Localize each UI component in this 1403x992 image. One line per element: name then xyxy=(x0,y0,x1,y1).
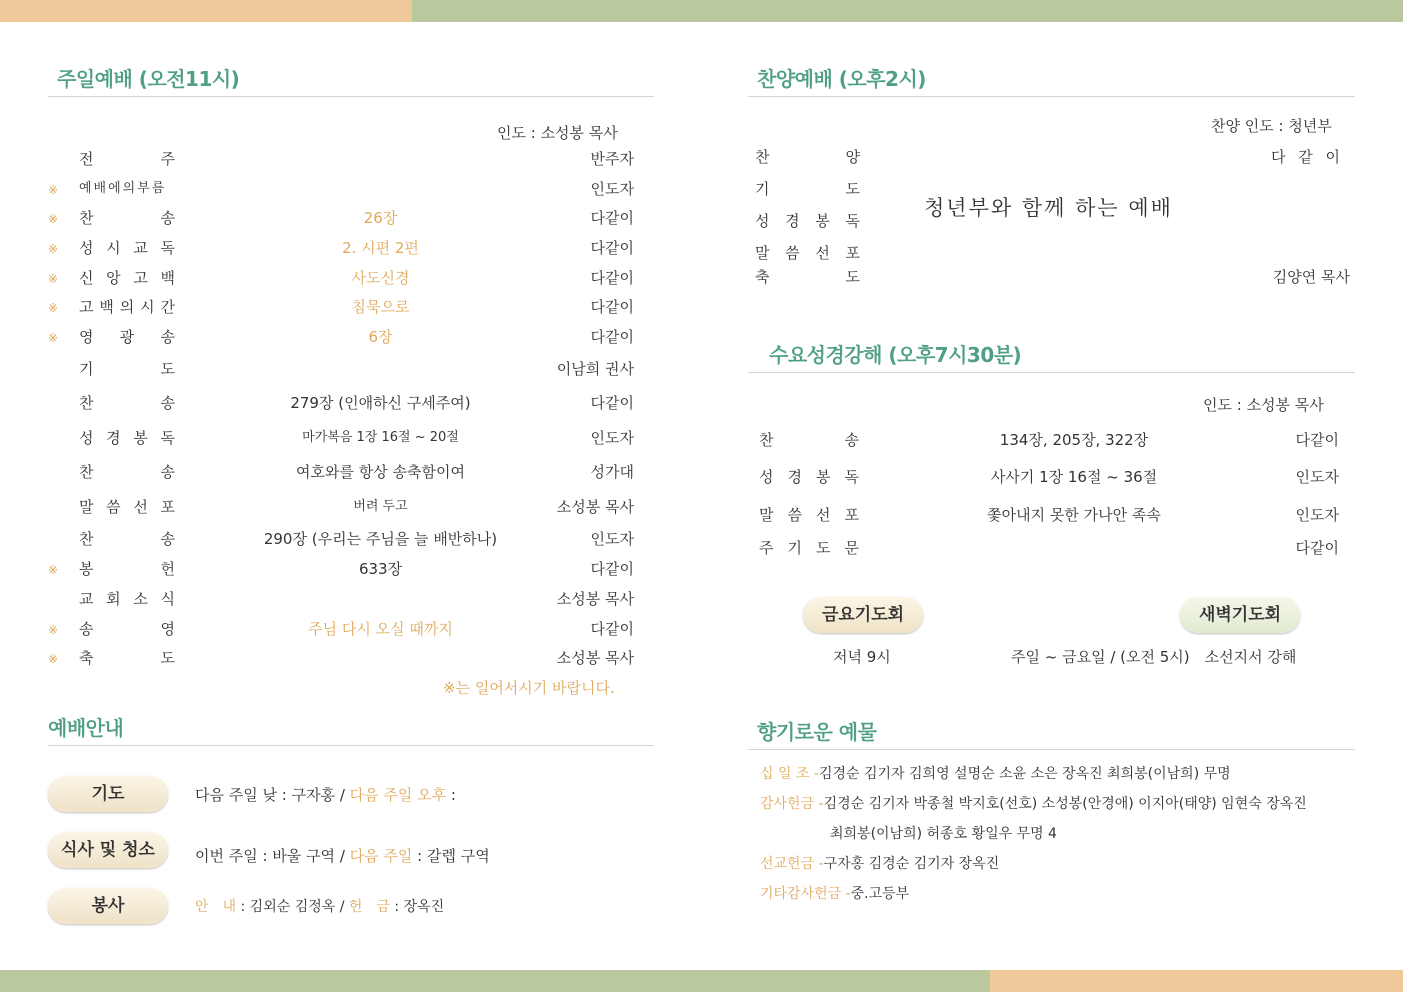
sunday-row xyxy=(48,356,648,382)
guide-text-part: : 장옥진 xyxy=(389,899,445,915)
sunday-row xyxy=(48,526,648,552)
name-char: 송 xyxy=(160,328,175,346)
stand-mark: ※ xyxy=(48,623,59,637)
guide-text-part: : xyxy=(446,786,456,804)
order-item-content: 2. 시편 2편 xyxy=(342,239,419,257)
order-item-person: 다같이 xyxy=(590,328,634,346)
guide-badge: 봉사 xyxy=(48,888,168,924)
name-char: 송 xyxy=(160,530,175,548)
offering-label: 기타감사헌금 - xyxy=(760,886,851,902)
name-char: 독 xyxy=(844,468,859,486)
name-char: 독 xyxy=(160,429,175,447)
order-item-person: 김양연 목사 xyxy=(1272,268,1350,286)
stand-mark: ※ xyxy=(48,212,59,226)
name-char: 찬 xyxy=(79,394,94,412)
order-item-person: 인도자 xyxy=(590,429,634,447)
wednesday-row xyxy=(759,502,1339,528)
name-char: 포 xyxy=(845,244,860,262)
order-item-name xyxy=(755,264,860,290)
name-char: 회 xyxy=(106,590,121,608)
name-char: 시 xyxy=(140,298,155,316)
order-item-content: 버려 두고 xyxy=(353,499,408,514)
stand-mark: ※ xyxy=(48,242,59,256)
order-item-name xyxy=(79,494,175,520)
guide-text-part: 안 내 xyxy=(195,899,237,915)
friday-prayer-time: 저녁 9시 xyxy=(833,648,891,666)
offering-row xyxy=(830,823,1057,843)
offering-label: 감사헌금 - xyxy=(760,796,824,812)
name-char: 포 xyxy=(160,498,175,516)
order-item-name xyxy=(759,535,859,561)
sunday-row xyxy=(48,146,648,172)
name-char: 독 xyxy=(845,212,860,230)
order-item-name xyxy=(79,205,175,231)
guide-text xyxy=(195,896,444,916)
sunday-row xyxy=(48,459,648,485)
order-item-person: 인도자 xyxy=(1295,468,1339,486)
order-item-content: 침묵으로 xyxy=(351,298,410,316)
sunday-leader: 인도 : 소성봉 목사 xyxy=(497,124,618,142)
offering-names: 구자홍 김경순 김기자 장옥진 xyxy=(823,856,1000,872)
name-char: 도 xyxy=(816,539,831,557)
name-char: 송 xyxy=(160,394,175,412)
offering-names: 중.고등부 xyxy=(850,886,910,902)
order-item-name xyxy=(759,427,859,453)
name-char: 영 xyxy=(160,620,175,638)
name-char: 경 xyxy=(106,429,121,447)
name-char: 헌 xyxy=(160,560,175,578)
order-item-name xyxy=(79,526,175,552)
friday-prayer-badge: 금요기도회 xyxy=(803,597,923,633)
wednesday-row xyxy=(759,535,1339,561)
name-char: 교 xyxy=(79,590,94,608)
name-char: 주 xyxy=(759,539,774,557)
wednesday-leader: 인도 : 소성봉 목사 xyxy=(1203,396,1324,414)
guide-text-part: 헌 금 xyxy=(348,899,390,915)
praise-row xyxy=(755,144,1350,170)
guide-text-part: 다음 주일 낮 : 구자홍 / xyxy=(195,786,350,804)
order-item-content: 633장 xyxy=(358,560,403,578)
guide-text xyxy=(195,845,490,866)
name-char: 문 xyxy=(844,539,859,557)
name-char: 찬 xyxy=(79,209,94,227)
name-char: 포 xyxy=(844,506,859,524)
offering-rule xyxy=(748,749,1355,750)
offering-row xyxy=(760,883,909,903)
name-char: 말 xyxy=(755,244,770,262)
order-item-name xyxy=(755,144,860,170)
name-char: 의 xyxy=(119,298,135,316)
order-item-person: 다같이 xyxy=(590,620,634,638)
name-char: 백 xyxy=(99,298,114,316)
name-char: 소 xyxy=(133,590,148,608)
name-char: 교 xyxy=(133,239,148,257)
praise-row xyxy=(755,240,1350,266)
name-char: 백 xyxy=(160,269,175,287)
name-char: 말 xyxy=(759,506,774,524)
guide-badge: 기도 xyxy=(48,776,168,812)
name-char: 경 xyxy=(787,468,802,486)
order-item-person: 소성봉 목사 xyxy=(556,498,634,516)
sunday-row xyxy=(48,645,648,671)
sunday-row xyxy=(48,494,648,520)
name-char: 도 xyxy=(845,268,860,286)
name-char: 간 xyxy=(160,298,175,316)
name-char: 성 xyxy=(755,212,770,230)
bottom-bar-orange xyxy=(990,970,1403,992)
order-item-name xyxy=(755,176,860,202)
sunday-row xyxy=(48,294,648,320)
sunday-row xyxy=(48,390,648,416)
order-item-name xyxy=(79,390,175,416)
name-char: 기 xyxy=(787,539,802,557)
name-char: 찬 xyxy=(79,530,94,548)
name-char: 송 xyxy=(844,431,859,449)
wednesday-row xyxy=(759,464,1339,490)
order-item-content: 여호와를 항상 송축함이여 xyxy=(296,463,465,481)
name-char: 시 xyxy=(106,239,121,257)
offering-title: 향기로운 예물 xyxy=(757,720,877,744)
order-item-content: 마가복음 1장 16절 ~ 20절 xyxy=(302,430,459,445)
order-item-name xyxy=(79,294,175,320)
guide-text-part: 이번 주일 : 바울 구역 / xyxy=(195,847,350,865)
name-char: 봉 xyxy=(133,429,148,447)
name-char: 찬 xyxy=(759,431,774,449)
order-item-person: 이남희 권사 xyxy=(556,360,634,378)
name-char: 선 xyxy=(816,506,831,524)
name-char: 기 xyxy=(755,180,770,198)
name-char: 씀 xyxy=(106,498,121,516)
order-item-name xyxy=(79,425,175,451)
order-item-person: 다같이 xyxy=(590,394,634,412)
top-bar-orange xyxy=(0,0,412,22)
sunday-row xyxy=(48,616,648,642)
stand-mark: ※ xyxy=(48,331,59,345)
name-char: 씀 xyxy=(787,506,802,524)
dawn-prayer-time: 주일 ~ 금요일 / (오전 5시) 소선지서 강해 xyxy=(1011,648,1297,666)
sunday-row xyxy=(48,265,648,291)
name-char: 봉 xyxy=(815,212,830,230)
name-char: 도 xyxy=(160,649,175,667)
sunday-row xyxy=(48,586,648,612)
order-item-name xyxy=(759,502,859,528)
guide-text-part: 다음 주일 xyxy=(349,847,413,865)
name-char: 씀 xyxy=(785,244,800,262)
praise-title: 찬양예배 (오후2시) xyxy=(757,67,926,91)
offering-label: 선교헌금 - xyxy=(760,856,824,872)
order-item-person: 인도자 xyxy=(590,530,634,548)
name-char: 봉 xyxy=(79,560,94,578)
name-char: 축 xyxy=(79,649,94,667)
order-item-name xyxy=(79,235,175,261)
order-item-name xyxy=(79,586,175,612)
name-char: 식 xyxy=(160,590,175,608)
name-char: 고 xyxy=(133,269,148,287)
sunday-row xyxy=(48,235,648,261)
guide-text xyxy=(195,784,456,805)
order-item-name xyxy=(79,265,175,291)
wednesday-rule xyxy=(748,372,1355,373)
order-item-person: 인도자 xyxy=(590,180,634,198)
wednesday-row xyxy=(759,427,1339,453)
stand-mark: ※ xyxy=(48,563,59,577)
order-item-name xyxy=(755,208,860,234)
offering-names: 김경순 김기자 박종철 박지호(선호) 소성봉(안경애) 이지아(태양) 임현숙 장옥진 xyxy=(823,796,1307,812)
name-char: 찬 xyxy=(755,148,770,166)
dawn-prayer-badge: 새벽기도회 xyxy=(1180,597,1300,633)
name-char: 기 xyxy=(79,360,94,378)
offering-row xyxy=(760,763,1231,783)
name-char: 송 xyxy=(160,209,175,227)
order-item-name xyxy=(759,464,859,490)
stand-mark: ※ xyxy=(48,183,59,197)
order-item-person: 소성봉 목사 xyxy=(556,590,634,608)
order-item-name xyxy=(79,356,175,382)
order-item-person: 인도자 xyxy=(1295,506,1339,524)
order-item-person: 성가대 xyxy=(590,463,634,481)
name-char: 양 xyxy=(845,148,860,166)
name-char: 선 xyxy=(133,498,148,516)
order-item-content: 290장 (우리는 주님을 늘 배반하나) xyxy=(263,530,498,548)
name-char: 송 xyxy=(79,620,94,638)
name-char: 신 xyxy=(79,269,94,287)
stand-note: ※는 일어서시기 바랍니다. xyxy=(443,679,615,697)
sunday-row xyxy=(48,425,648,451)
name-char: 예배에의부름 xyxy=(79,181,167,196)
guide-text-part: : 갈렙 구역 xyxy=(412,847,490,865)
name-char: 성 xyxy=(759,468,774,486)
sunday-row xyxy=(48,205,648,231)
order-item-content: 134장, 205장, 322장 xyxy=(999,431,1149,449)
order-item-content: 26장 xyxy=(363,209,398,227)
stand-mark: ※ xyxy=(48,652,59,666)
order-item-person: 반주자 xyxy=(590,150,634,168)
name-char: 경 xyxy=(785,212,800,230)
name-char: 선 xyxy=(815,244,830,262)
name-char: 성 xyxy=(79,429,94,447)
offering-row xyxy=(760,793,1307,813)
order-item-person: 다같이 xyxy=(590,239,634,257)
offering-names: 최희봉(이남희) 허종호 황일우 무명 4 xyxy=(830,826,1057,842)
guide-text-part: : 김외순 김정옥 / xyxy=(236,899,349,915)
name-char: 광 xyxy=(119,328,135,346)
order-item-name xyxy=(79,556,175,582)
order-item-content: 사사기 1장 16절 ~ 36절 xyxy=(990,468,1158,486)
name-char: 말 xyxy=(79,498,94,516)
order-item-content: 279장 (인애하신 구세주여) xyxy=(290,394,471,412)
offering-label: 십 일 조 - xyxy=(760,766,819,782)
stand-mark: ※ xyxy=(48,301,59,315)
name-char: 영 xyxy=(79,328,94,346)
order-item-name xyxy=(79,176,175,202)
offering-row xyxy=(760,853,999,873)
top-bar-green xyxy=(412,0,1403,22)
order-item-person: 다같이 xyxy=(1295,431,1339,449)
offering-names: 김경순 김기자 김희영 설명순 소윤 소은 장옥진 최희봉(이남희) 무명 xyxy=(818,766,1231,782)
praise-row xyxy=(755,264,1350,290)
wednesday-title: 수요성경강해 (오후7시30분) xyxy=(769,343,1022,367)
guide-text-part: 다음 주일 오후 xyxy=(349,786,447,804)
order-item-person: 다같이 xyxy=(590,209,634,227)
name-char: 도 xyxy=(845,180,860,198)
bottom-bar-green xyxy=(0,970,990,992)
order-item-person: 소성봉 목사 xyxy=(556,649,634,667)
guide-rule xyxy=(48,745,654,746)
order-item-person: 다같이 xyxy=(590,269,634,287)
sunday-row xyxy=(48,556,648,582)
praise-leader: 찬양 인도 : 청년부 xyxy=(1211,117,1332,135)
order-item-name xyxy=(79,645,175,671)
name-char: 주 xyxy=(160,150,175,168)
name-char: 찬 xyxy=(79,463,94,481)
sunday-row xyxy=(48,176,648,202)
order-item-name xyxy=(79,459,175,485)
order-item-content: 쫓아내지 못한 가나안 족속 xyxy=(987,506,1161,524)
sunday-rule xyxy=(48,96,654,97)
order-item-name xyxy=(79,324,175,350)
order-item-person: 다 같 이 xyxy=(1270,148,1344,166)
praise-center-text: 청년부와 함께 하는 예배 xyxy=(924,196,1173,220)
order-item-person: 다같이 xyxy=(1295,539,1339,557)
order-item-name xyxy=(755,240,860,266)
sunday-row xyxy=(48,324,648,350)
sunday-title: 주일예배 (오전11시) xyxy=(57,67,240,91)
guide-title: 예배안내 xyxy=(48,716,124,740)
name-char: 축 xyxy=(755,268,770,286)
order-item-name xyxy=(79,146,175,172)
order-item-content: 사도신경 xyxy=(351,269,410,287)
order-item-name xyxy=(79,616,175,642)
name-char: 도 xyxy=(160,360,175,378)
order-item-person: 다같이 xyxy=(590,560,634,578)
guide-badge: 식사 및 청소 xyxy=(48,832,168,868)
name-char: 송 xyxy=(160,463,175,481)
name-char: 전 xyxy=(79,150,94,168)
order-item-person: 다같이 xyxy=(590,298,634,316)
name-char: 고 xyxy=(79,298,94,316)
name-char: 성 xyxy=(79,239,94,257)
name-char: 봉 xyxy=(816,468,831,486)
stand-mark: ※ xyxy=(48,272,59,286)
order-item-content: 주님 다시 오실 때까지 xyxy=(308,620,453,638)
order-item-content: 6장 xyxy=(368,328,393,346)
name-char: 독 xyxy=(160,239,175,257)
praise-rule xyxy=(748,96,1355,97)
name-char: 앙 xyxy=(106,269,121,287)
